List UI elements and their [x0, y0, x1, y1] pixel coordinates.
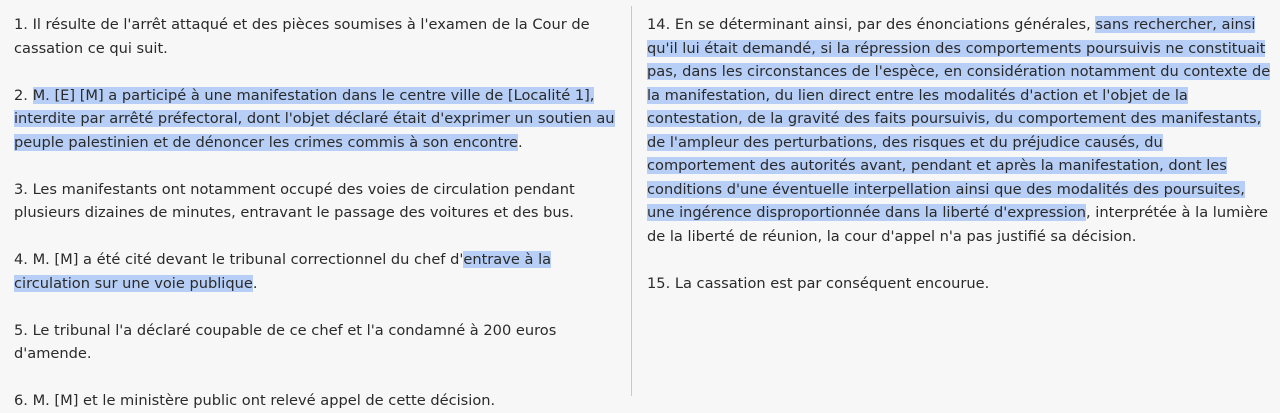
paragraph-5: 5. Le tribunal l'a déclaré coupable de ce chef et l'a condamné à 200 euros d'amende. [14, 321, 557, 362]
paragraph-1: 1. Il résulte de l'arrêt attaqué et des pièces soumises à l'examen de la Cour de cassation ce qui suit. [14, 16, 590, 57]
left-text-column [14, 13, 626, 413]
paragraph-2-number: 2. [14, 86, 33, 104]
paragraph-14-end: , interprétée à la lumière de la liberté de réunion, la cour d'appel n'a pas justifié sa décision. [647, 204, 1268, 245]
paragraph-2-end: . [518, 133, 523, 151]
paragraph-4-text: 4. M. [M] a été cité devant le tribunal correctionnel du chef d' [14, 251, 464, 268]
paragraph-14-text: 14. En se déterminant ainsi, par des énonciations générales, [647, 16, 1096, 33]
right-text-column [647, 13, 1272, 295]
paragraph-4-highlighted-text: entrave à la circulation sur une voie publique [14, 251, 552, 292]
paragraph-14 [647, 13, 1272, 248]
paragraph-4-end: . [252, 274, 258, 292]
paragraph-4 [14, 248, 626, 295]
paragraph-3: 3. Les manifestants ont notamment occupé des voies de circulation pendant plusieurs dizaines de minutes, entravant le passage des voitures et des bus. [14, 180, 575, 221]
paragraph-6: 6. M. [M] et le ministère public ont relevé appel de cette décision. [14, 392, 496, 409]
paragraph-15: 15. La cassation est par conséquent encourue. [647, 274, 990, 292]
column-divider [631, 6, 632, 396]
paragraph-2 [14, 84, 626, 155]
paragraph-14-highlighted-text: sans rechercher, ainsi qu'il lui était demandé, si la répression des comportements poursuivis ne constituait pas, dans les circonstances de l'espèce, en considération notamment du contexte de la manifestation, du lien direct entre les modalités d'action et l'objet de la contestation, de la gravité des faits poursuivis, du comportement des manifestants, de l'ampleur des perturbations, des risques et du préjudice causés, du comportement des autorités avant, pendant et après la manifestation, dont les conditions d'une éventuelle interpellation ainsi que des modalités des poursuites, une ingérence disproportionnée dans la liberté d'expression [647, 16, 1271, 221]
paragraph-2-highlighted-text: M. [E] [M] a participé à une manifestation dans le centre ville de [Localité 1], interdite par arrêté préfectoral, dont l'objet déclaré était d'exprimer un soutien au peuple palestinien et de dénoncer les crimes commis à son encontre [14, 86, 615, 151]
